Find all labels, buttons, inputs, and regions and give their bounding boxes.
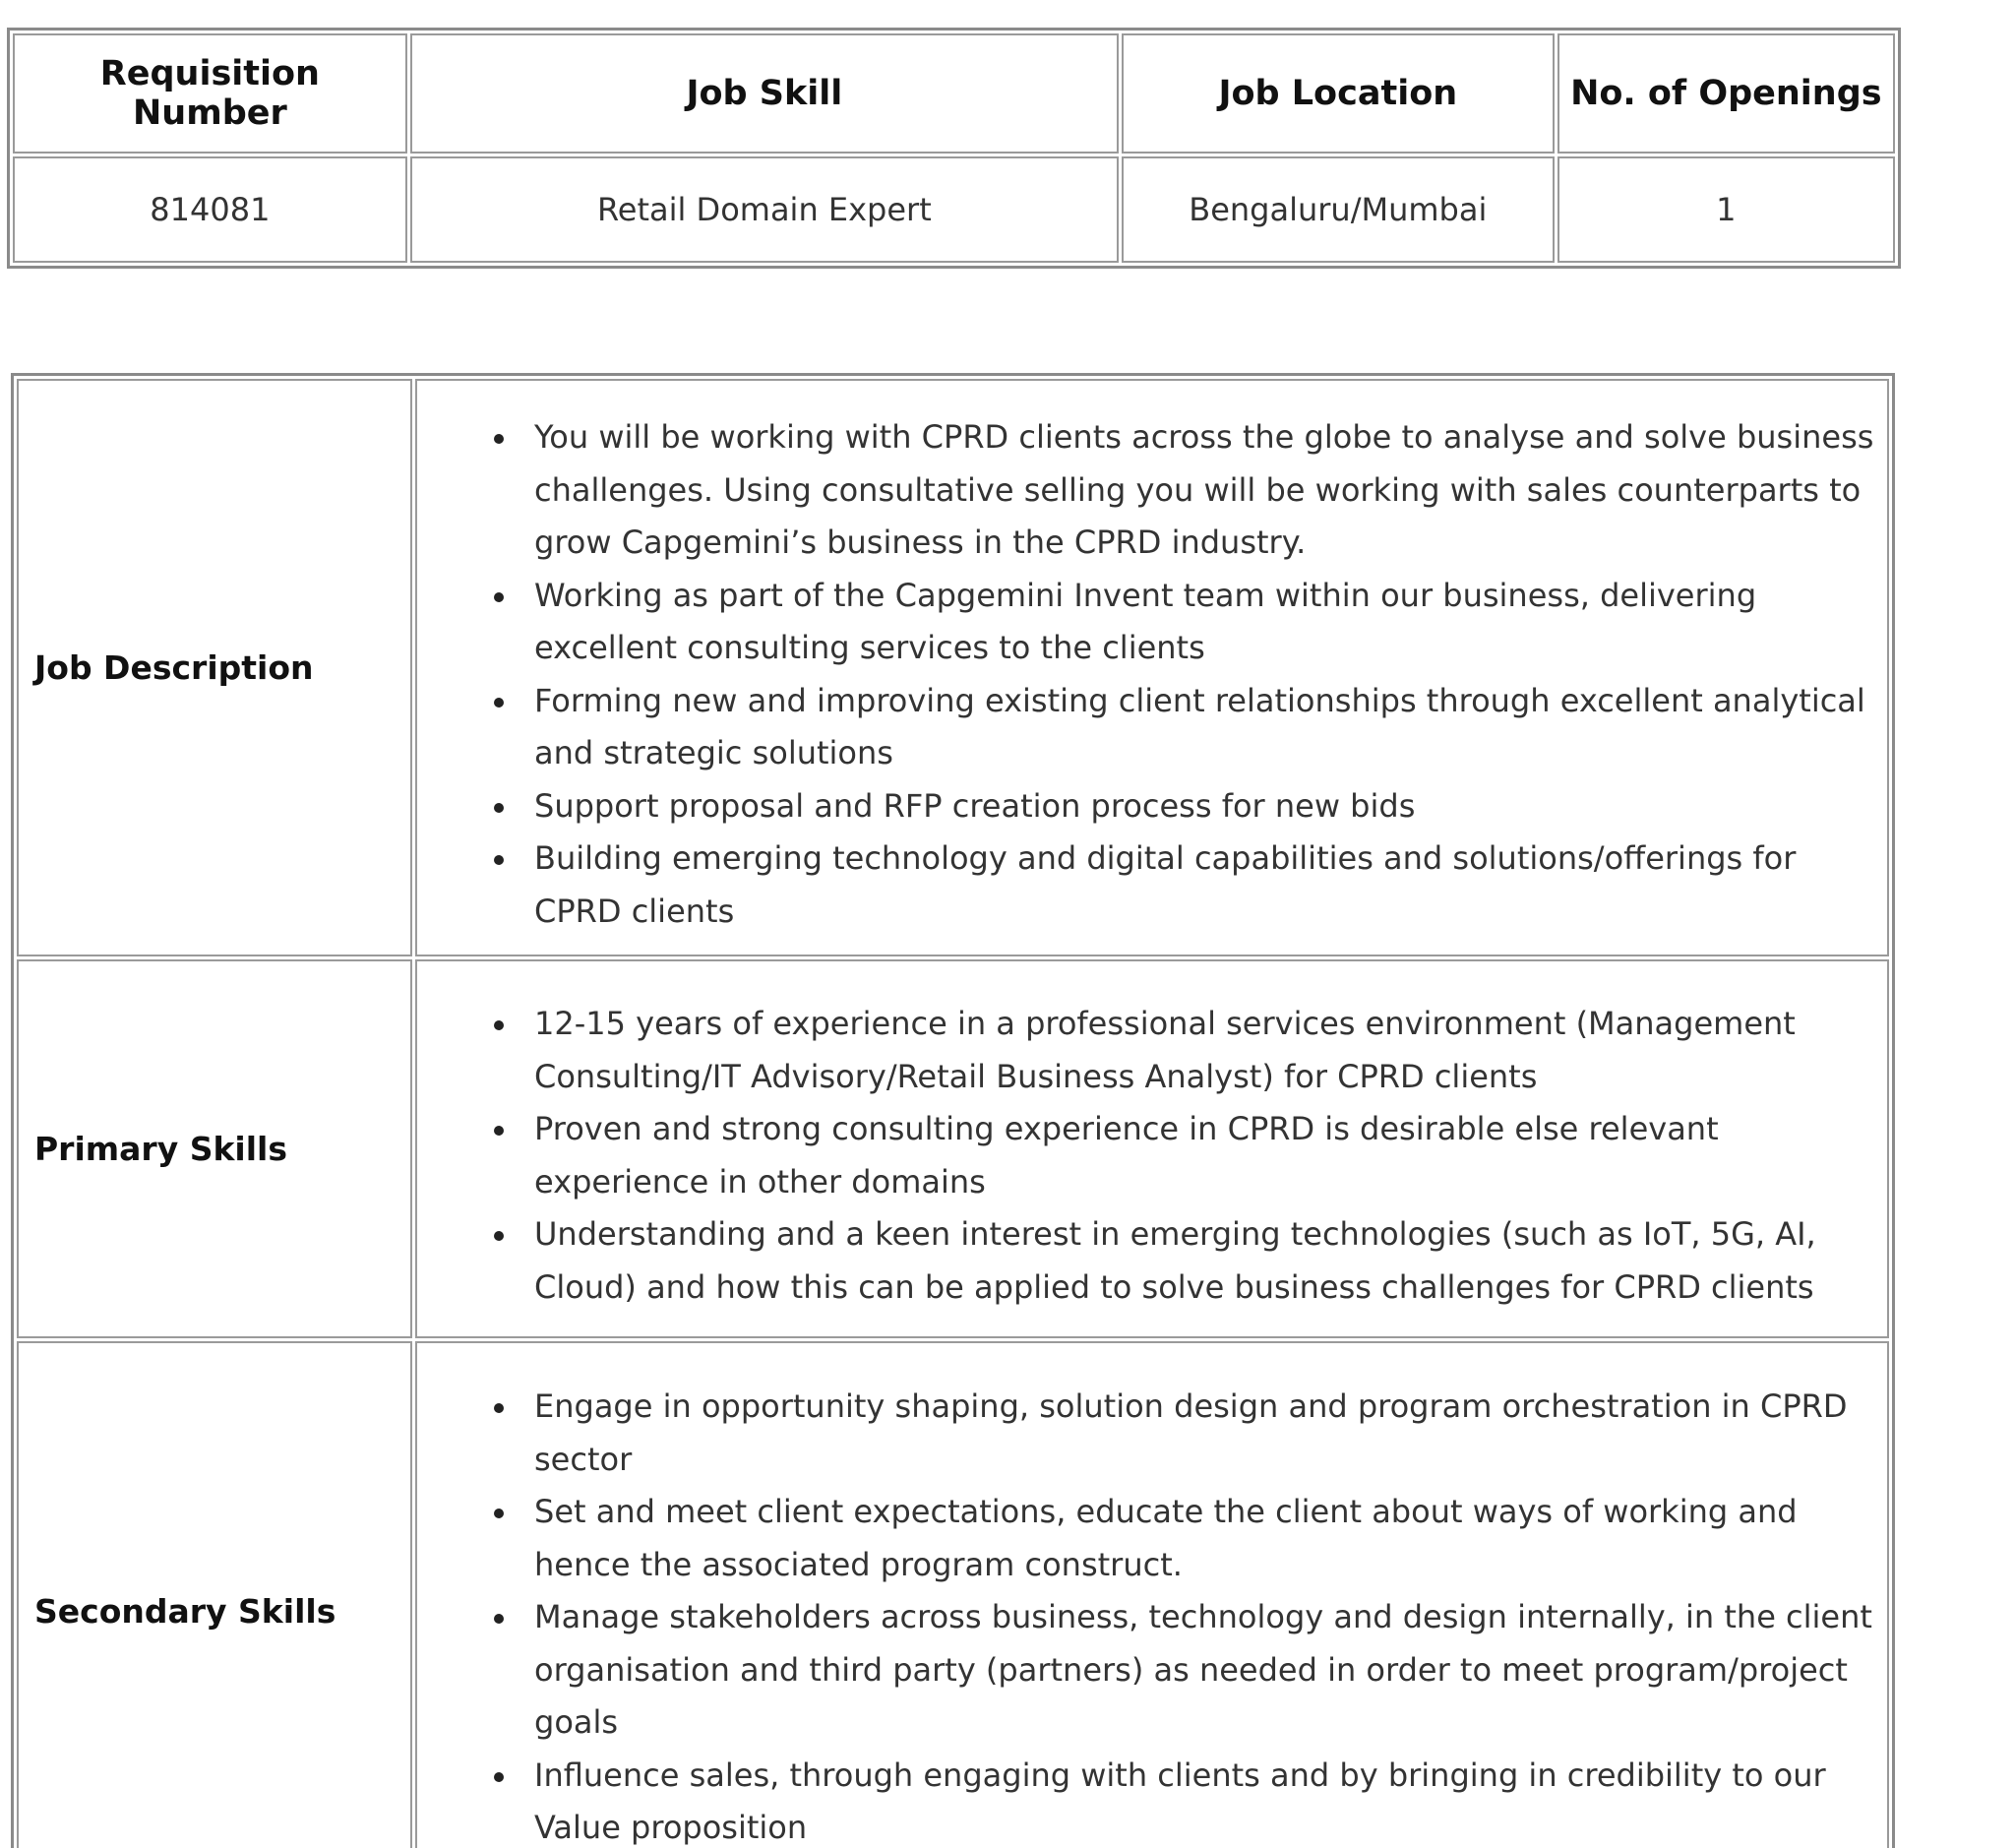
list-item: Manage stakeholders across business, technology and design internally, in the client organisation and third party (partners) as needed in order to meet program/project goals — [534, 1591, 1883, 1750]
job-location-cell: Bengaluru/Mumbai — [1122, 156, 1555, 263]
job-location-header: Job Location — [1122, 33, 1555, 154]
requisition-summary-table — [7, 28, 1901, 269]
primary-skills-label: Primary Skills — [17, 959, 412, 1338]
list-item: Building emerging technology and digital capabilities and solutions/offerings for CPRD clients — [534, 832, 1883, 938]
list-item: Influence sales, through engaging with clients and by bringing in credibility to our Value proposition — [534, 1750, 1883, 1848]
list-item: 12-15 years of experience in a professional services environment (Management Consulting/IT Advisory/Retail Business Analyst) for CPRD clients — [534, 998, 1883, 1103]
list-item: Engage in opportunity shaping, solution design and program orchestration in CPRD sector — [534, 1381, 1883, 1486]
openings-header: No. of Openings — [1557, 33, 1895, 154]
list-item: Support proposal and RFP creation process for new bids — [534, 780, 1883, 833]
job-skill-header: Job Skill — [410, 33, 1119, 154]
list-item: Forming new and improving existing client relationships through excellent analytical and strategic solutions — [534, 675, 1883, 780]
job-description-list — [417, 411, 1887, 938]
requisition-number-cell: 814081 — [13, 156, 407, 263]
job-description-content — [415, 379, 1889, 956]
job-description-label: Job Description — [17, 379, 412, 956]
list-item: Proven and strong consulting experience in CPRD is desirable else relevant experience in other domains — [534, 1103, 1883, 1208]
summary-data-row — [13, 156, 1895, 263]
requisition-number-header: Requisition Number — [13, 33, 407, 154]
primary-skills-row — [17, 959, 1889, 1338]
job-skill-cell: Retail Domain Expert — [410, 156, 1119, 263]
primary-skills-list — [417, 998, 1887, 1314]
list-item: Set and meet client expectations, educate the client about ways of working and hence the associated program construct. — [534, 1486, 1883, 1591]
list-item: Working as part of the Capgemini Invent team within our business, delivering excellent consulting services to the clients — [534, 570, 1883, 675]
openings-cell: 1 — [1557, 156, 1895, 263]
secondary-skills-content — [415, 1341, 1889, 1848]
secondary-skills-label: Secondary Skills — [17, 1341, 412, 1848]
list-item: Understanding and a keen interest in emerging technologies (such as IoT, 5G, AI, Cloud) and how this can be applied to solve business challenges for CPRD clients — [534, 1208, 1883, 1314]
primary-skills-content — [415, 959, 1889, 1338]
summary-header-row — [13, 33, 1895, 154]
job-description-row — [17, 379, 1889, 956]
secondary-skills-list — [417, 1381, 1887, 1848]
job-details-table — [11, 373, 1895, 1848]
list-item: You will be working with CPRD clients across the globe to analyse and solve business challenges. Using consultative selling you will be working with sales counterparts to grow Capgemini’s business in the CPRD industry. — [534, 411, 1883, 570]
secondary-skills-row — [17, 1341, 1889, 1848]
